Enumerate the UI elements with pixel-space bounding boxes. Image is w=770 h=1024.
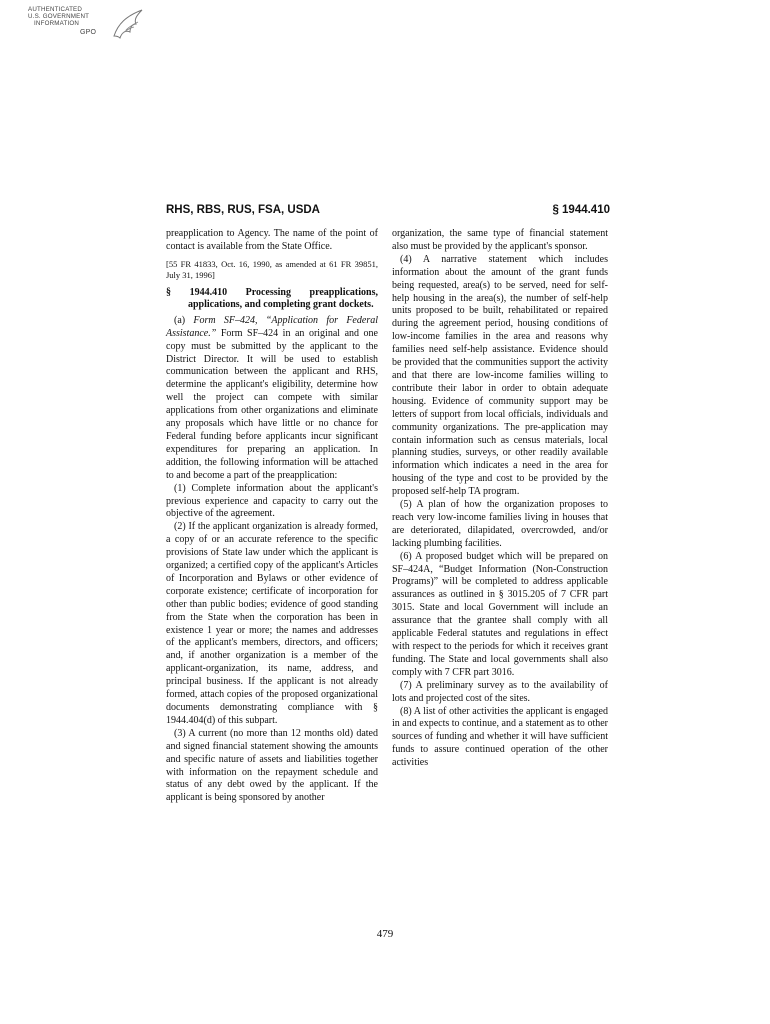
gpo-authentication-seal	[28, 6, 148, 50]
paragraph-3: (3) A current (no more than 12 months old) dated and signed financial statement showing the amounts and specific nature of assets and liabilities together with information on the repayment schedule and status of any debt owed by the applicant. If the applicant is being sponsored by another	[166, 727, 378, 804]
seal-line: AUTHENTICATED	[28, 6, 83, 13]
paragraph-5: (5) A plan of how the organization proposes to reach very low-income families living in houses that are deteriorated, dilapidated, overcrowded, and/or lacking plumbing facilities.	[392, 499, 608, 549]
paragraph-a	[166, 315, 378, 483]
seal-line: GPO	[80, 29, 97, 36]
paragraph-6: (6) A proposed budget which will be prepared on SF–424A, “Budget Information (Non-Construction Programs)” will be completed to address applicable assurances as outlined in § 3015.205 of 7 CFR part 3015. State and local Government will include an assurance that the grantee shall comply with all applicable Federal statutes and regulations in effect with respect to the periods for which it receives grant funding. The State and local governments shall also comply with 7 CFR part 3016.	[392, 550, 608, 678]
section-heading: § 1944.410 Processing preapplications, applications, and completing grant dockets.	[166, 286, 378, 310]
seal-line: U.S. GOVERNMENT	[28, 13, 90, 20]
paragraph: organization, the same type of financial statement also must be provided by the applicant's sponsor.	[392, 228, 608, 252]
amendment-citation: [55 FR 41833, Oct. 16, 1990, as amended at 61 FR 39851, July 31, 1996]	[166, 258, 378, 280]
right-column	[392, 228, 608, 770]
paragraph-4: (4) A narrative statement which includes information about the amount of the grant funds being requested, area(s) to be served, need for self-help housing in the area(s), the number of self-help units proposed to be built, rehabilitated or repaired during the agreement period, housing conditions of low-income families in the area and reasons why families need self-help assistance. Evidence should be provided that the communities support the activity and that there are low-income families willing to contribute their labor in order to obtain adequate housing. Evidence of community support may be letters of support from local officials, individuals and community organizations. The pre-application may contain information such as census materials, local planning studies, surveys, or other readily available information which indicates a need in the area for housing of the type and cost to be provided by the proposed self-help TA program.	[392, 253, 608, 498]
running-header	[166, 204, 610, 220]
eagle-icon	[108, 6, 148, 46]
paragraph-7: (7) A preliminary survey as to the availability of lots and projected cost of the sites.	[392, 679, 608, 704]
paragraph-label: (a)	[174, 314, 194, 326]
paragraph-8: (8) A list of other activities the applicant is engaged in and expects to continue, and a statement as to other sources of funding and whether it will have sufficient funds to assure continued operation of the other activities	[392, 705, 608, 769]
paragraph: preapplication to Agency. The name of the point of contact is available from the State Office.	[166, 228, 378, 252]
seal-line: INFORMATION	[34, 20, 80, 27]
paragraph-1: (1) Complete information about the applicant's previous experience and capacity to carry out the objective of the agreement.	[166, 482, 378, 520]
form-title: Form SF–424, “Application for Federal Assistance.”	[166, 314, 378, 339]
paragraph-2: (2) If the applicant organization is already formed, a copy of or an accurate reference to the specific provisions of State law under which the applicant is organized; a certified copy of the applicant's Articles of Incorporation and Bylaws or other evidence of corporate existence; certificate of incorporation for other than public bodies; evidence of good standing from the State when the corporation has been in existence 1 year or more; the names and addresses of the applicant's members, directors, and officers; and, if another organization is a member of the applicant-organization, its name, address, and principal business. If the applicant is not already formed, attach copies of the proposed organizational documents demonstrating compliance with § 1944.404(d) of this subpart.	[166, 521, 378, 726]
header-agencies: RHS, RBS, RUS, FSA, USDA	[166, 204, 320, 216]
page-number: 479	[376, 928, 394, 940]
header-section-number: § 1944.410	[552, 204, 610, 216]
left-column	[166, 228, 378, 805]
paragraph-text: Form SF–424 in an original and one copy must be submitted by the applicant to the District Director. It will be used to establish communication between the applicant and RHS, determine the applicant's eligibility, determine how well the project can compete with similar applications from other organizations and eliminate any proposals which have little or no chance for Federal funding before applicants incur significant expenditures for preparing an application. In addition, the following information will be attached to and become a part of the preapplication:	[166, 327, 378, 481]
